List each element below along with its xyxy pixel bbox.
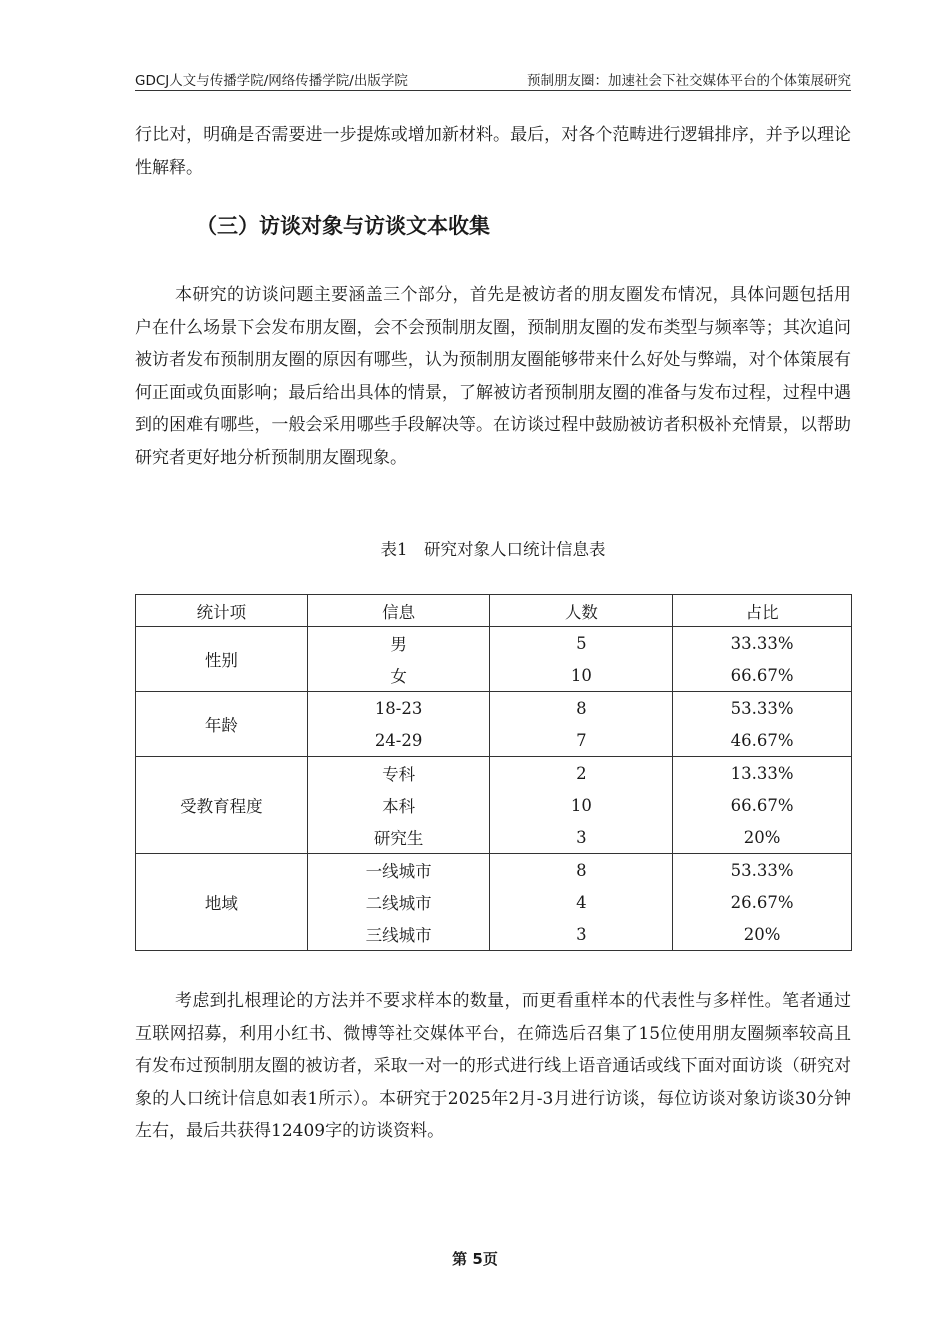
table-caption: 表1 研究对象人口统计信息表 <box>380 540 606 559</box>
info-cell: 研究生 <box>307 821 490 854</box>
ratio-cell: 53.33% <box>673 692 852 725</box>
count-cell: 8 <box>490 854 673 887</box>
info-cell: 专科 <box>307 757 490 790</box>
table-row <box>136 627 852 660</box>
paragraph-interview-questions: 本研究的访谈问题主要涵盖三个部分，首先是被访者的朋友圈发布情况，具体问题包括用户在什么场景下会发布朋友圈，会不会预制朋友圈，预制朋友圈的发布类型与频率等；其次追问被访者发布预制朋友圈的原因有哪些，认为预制朋友圈能够带来什么好处与弊端，对个体策展有何正面或负面影响；最后给出具体的情景，了解被访者预制朋友圈的准备与发布过程，过程中遇到的困难有哪些，一般会采用哪些手段解决等。在访谈过程中鼓励被访者积极补充情景，以帮助研究者更好地分析预制朋友圈现象。 <box>135 285 851 468</box>
info-cell: 女 <box>307 659 490 692</box>
count-cell: 2 <box>490 757 673 790</box>
ratio-cell: 13.33% <box>673 757 852 790</box>
column-header: 统计项 <box>136 595 308 627</box>
count-cell: 3 <box>490 821 673 854</box>
info-cell: 男 <box>307 627 490 660</box>
count-cell: 4 <box>490 886 673 918</box>
column-header: 信息 <box>307 595 490 627</box>
table-header-row <box>136 595 852 627</box>
ratio-cell: 66.67% <box>673 659 852 692</box>
ratio-cell: 26.67% <box>673 886 852 918</box>
running-header <box>135 68 851 91</box>
category-cell: 年龄 <box>136 692 308 757</box>
ratio-cell: 33.33% <box>673 627 852 660</box>
count-cell: 3 <box>490 918 673 951</box>
count-cell: 5 <box>490 627 673 660</box>
section-heading: （三）访谈对象与访谈文本收集 <box>196 214 490 238</box>
header-affiliation: GDCJ人文与传播学院/网络传播学院/出版学院 <box>135 73 408 89</box>
info-cell: 18-23 <box>307 692 490 725</box>
ratio-cell: 46.67% <box>673 724 852 757</box>
ratio-cell: 66.67% <box>673 789 852 821</box>
info-cell: 本科 <box>307 789 490 821</box>
ratio-cell: 53.33% <box>673 854 852 887</box>
count-cell: 8 <box>490 692 673 725</box>
info-cell: 二线城市 <box>307 886 490 918</box>
paragraph-sampling: 考虑到扎根理论的方法并不要求样本的数量，而更看重样本的代表性与多样性。笔者通过互联网招募，利用小红书、微博等社交媒体平台，在筛选后召集了15位使用朋友圈频率较高且有发布过预制朋友圈的被访者，采取一对一的形式进行线上语音通话或线下面对面访谈（研究对象的人口统计信息如表1所示）。本研究于2025年2月-3月进行访谈，每位访谈对象访谈30分钟左右，最后共获得12409字的访谈资料。 <box>135 991 851 1141</box>
info-cell: 三线城市 <box>307 918 490 951</box>
table-row <box>136 692 852 725</box>
paragraph-continued: 行比对，明确是否需要进一步提炼或增加新材料。最后，对各个范畴进行逻辑排序，并予以理论性解释。 <box>135 125 851 178</box>
category-cell: 受教育程度 <box>136 757 308 854</box>
table-row <box>136 757 852 790</box>
category-cell: 地域 <box>136 854 308 951</box>
count-cell: 7 <box>490 724 673 757</box>
info-cell: 一线城市 <box>307 854 490 887</box>
ratio-cell: 20% <box>673 918 852 951</box>
category-cell: 性别 <box>136 627 308 692</box>
table-row <box>136 854 852 887</box>
column-header: 占比 <box>673 595 852 627</box>
ratio-cell: 20% <box>673 821 852 854</box>
count-cell: 10 <box>490 659 673 692</box>
info-cell: 24-29 <box>307 724 490 757</box>
demographics-table <box>135 594 852 951</box>
header-paper-title: 预制朋友圈：加速社会下社交媒体平台的个体策展研究 <box>527 73 851 89</box>
count-cell: 10 <box>490 789 673 821</box>
column-header: 人数 <box>490 595 673 627</box>
page-number: 第 5页 <box>452 1250 498 1268</box>
